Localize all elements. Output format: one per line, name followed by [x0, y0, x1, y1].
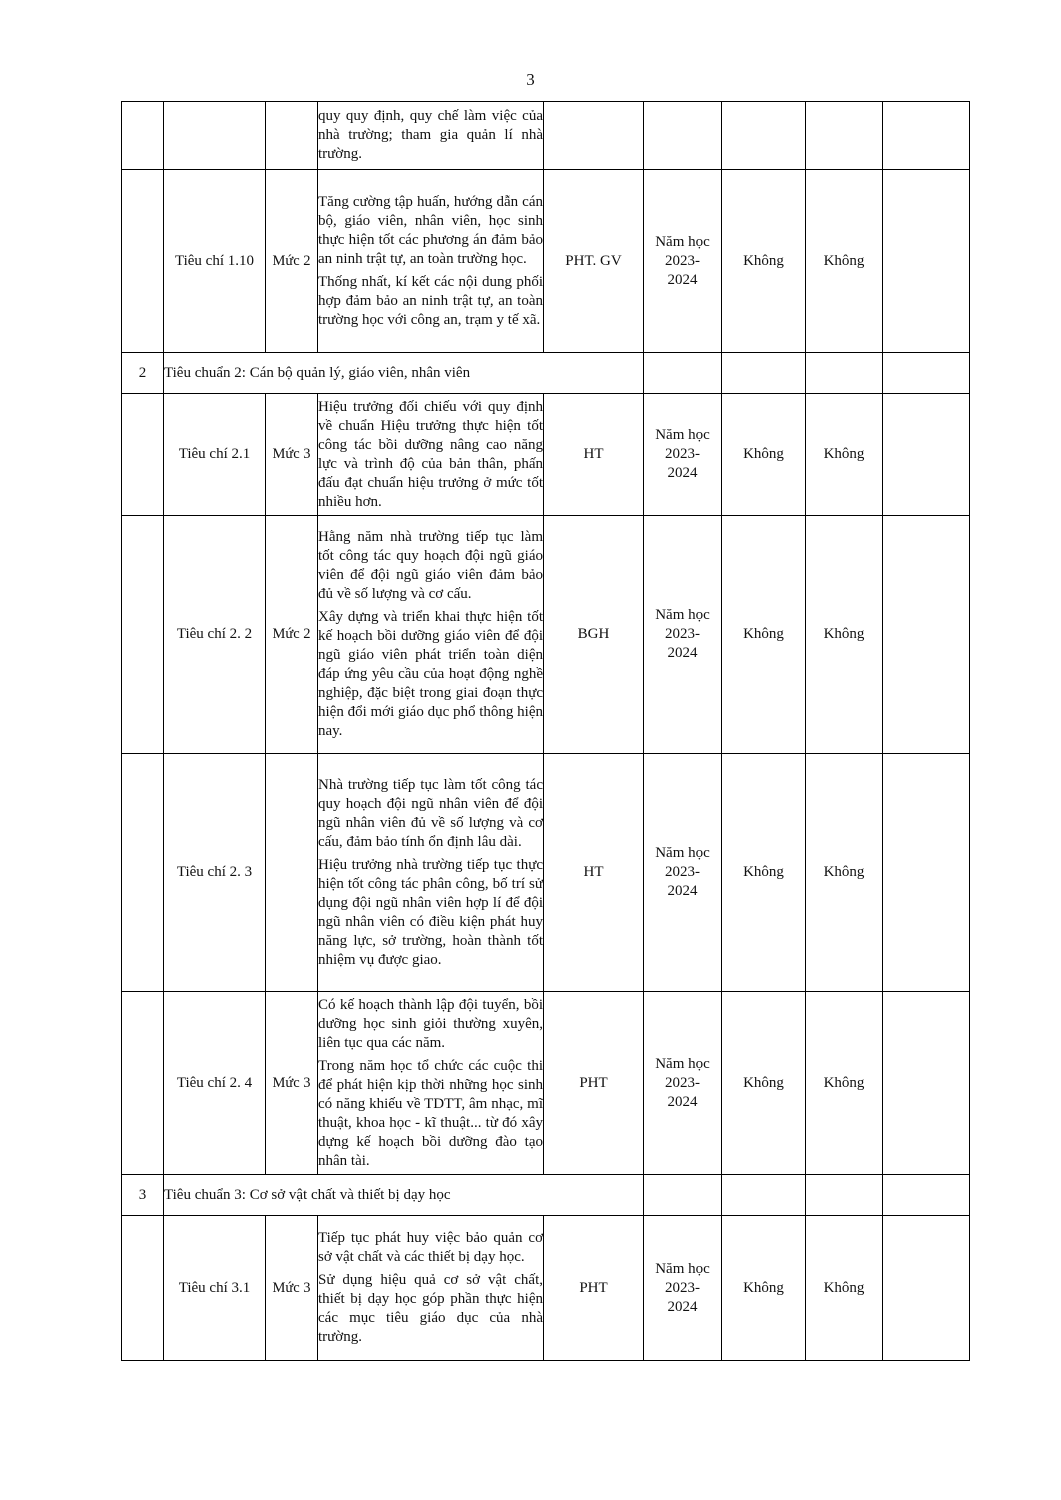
- stt-cell: [122, 992, 164, 1175]
- notes-cell: [883, 754, 970, 992]
- content-cell: [318, 102, 544, 170]
- responsible-cell: HT: [544, 754, 644, 992]
- resources-cell: Không: [722, 516, 806, 754]
- time-cell: [644, 394, 722, 516]
- stt-cell: [122, 170, 164, 353]
- content-cell: [318, 754, 544, 992]
- time-line: 2024: [667, 883, 698, 899]
- time-cell: [644, 992, 722, 1175]
- criterion-label: Tiêu chí 3.1: [164, 1216, 266, 1361]
- table-row: [122, 102, 970, 170]
- standard-index: 3: [122, 1175, 164, 1216]
- time-cell: [644, 102, 722, 170]
- level-label: Mức 2: [266, 170, 318, 353]
- content-cell: [318, 170, 544, 353]
- table-row: [122, 394, 970, 516]
- time-line: Năm học: [655, 233, 710, 250]
- level-label: Mức 2: [266, 516, 318, 754]
- time-line: 2023-: [665, 864, 700, 880]
- time-line: Năm học: [655, 845, 710, 861]
- empty-cell: [722, 1175, 806, 1216]
- time-line: 2023-: [665, 626, 700, 642]
- time-line: Năm học: [655, 1260, 710, 1277]
- content-cell: [318, 1216, 544, 1361]
- funding-cell: Không: [806, 1216, 883, 1361]
- table-row: [122, 1216, 970, 1361]
- funding-cell: Không: [806, 992, 883, 1175]
- time-line: 2023-: [665, 446, 700, 462]
- time-line: Năm học: [655, 427, 710, 443]
- notes-cell: [883, 1216, 970, 1361]
- time-line: 2024: [667, 465, 698, 481]
- time-cell: [644, 754, 722, 992]
- time-line: Năm học: [655, 607, 710, 623]
- notes-cell: [883, 992, 970, 1175]
- content-paragraph: Tiếp tục phát huy việc bảo quản cơ sở vật chất và các thiết bị dạy học.: [318, 1230, 543, 1265]
- level-label: [266, 102, 318, 170]
- notes-cell: [883, 170, 970, 353]
- table-row: [122, 170, 970, 353]
- content-paragraph: Hiệu trưởng đối chiếu với quy định về chuẩn Hiệu trưởng thực hiện tốt công tác bồi dưỡng nâng cao năng lực và trình độ của bản thân, phấn đấu đạt chuẩn hiệu trưởng ở mức tốt nhiều hơn.: [318, 398, 543, 510]
- empty-cell: [806, 353, 883, 394]
- time-line: 2024: [667, 1093, 698, 1110]
- standard-title: Tiêu chuẩn 3: Cơ sở vật chất và thiết bị dạy học: [164, 1175, 644, 1216]
- time-line: Năm học: [655, 1055, 710, 1072]
- standard-title: Tiêu chuẩn 2: Cán bộ quản lý, giáo viên, nhân viên: [164, 353, 644, 394]
- empty-cell: [644, 353, 722, 394]
- resources-cell: Không: [722, 170, 806, 353]
- resources-cell: [722, 102, 806, 170]
- stt-cell: [122, 1216, 164, 1361]
- time-line: 2023-: [665, 1279, 700, 1296]
- level-label: Mức 3: [266, 394, 318, 516]
- criterion-label: Tiêu chí 2.1: [164, 394, 266, 516]
- criterion-label: Tiêu chí 2. 4: [164, 992, 266, 1175]
- content-paragraph: Xây dựng và triển khai thực hiện tốt kế hoạch bồi dưỡng giáo viên để đội ngũ giáo viên phát triển toàn diện đáp ứng yêu cầu của hoạt động nghề nghiệp, đặc biệt trong giai đoạn thực hiện đổi mới giáo dục phổ thông hiện nay.: [318, 609, 543, 739]
- level-label: Mức 3: [266, 1216, 318, 1361]
- content-paragraph: Hiệu trưởng nhà trường tiếp tục thực hiện tốt công tác phân công, bố trí sử dụng đội ngũ nhân viên hợp lí để đội ngũ nhân viên có điều kiện phát huy năng lực, sở trường, hoàn thành tốt nhiệm vụ được giao.: [318, 856, 543, 968]
- time-cell: [644, 170, 722, 353]
- responsible-cell: PHT: [544, 1216, 644, 1361]
- content-paragraph: Hằng năm nhà trường tiếp tục làm tốt công tác quy hoạch đội ngũ giáo viên để đội ngũ giáo viên đảm bảo đủ về số lượng và cơ cấu.: [318, 529, 543, 602]
- criterion-label: Tiêu chí 2. 2: [164, 516, 266, 754]
- resources-cell: Không: [722, 1216, 806, 1361]
- content-paragraph: Tăng cường tập huấn, hướng dẫn cán bộ, giáo viên, nhân viên, học sinh thực hiện tốt các phương án đảm bảo an ninh trật tự, an toàn trường học.: [318, 193, 543, 267]
- standard-row: [122, 353, 970, 394]
- resources-cell: Không: [722, 754, 806, 992]
- table-row: [122, 992, 970, 1175]
- time-line: 2023-: [665, 252, 700, 269]
- funding-cell: Không: [806, 754, 883, 992]
- responsible-cell: PHT: [544, 992, 644, 1175]
- criterion-label: [164, 102, 266, 170]
- content-paragraph: Nhà trường tiếp tục làm tốt công tác quy hoạch đội ngũ nhân viên để đội ngũ nhân viên đủ về số lượng và cơ cấu, đảm bảo tính ổn định lâu dài.: [318, 776, 543, 850]
- standard-row: [122, 1175, 970, 1216]
- responsible-cell: PHT. GV: [544, 170, 644, 353]
- time-line: 2024: [667, 271, 698, 288]
- stt-cell: [122, 516, 164, 754]
- resources-cell: Không: [722, 992, 806, 1175]
- time-cell: [644, 1216, 722, 1361]
- table-row: [122, 754, 970, 992]
- responsible-cell: [544, 102, 644, 170]
- time-line: 2024: [667, 645, 698, 661]
- notes-cell: [883, 516, 970, 754]
- empty-cell: [806, 1175, 883, 1216]
- content-paragraph: Sử dụng hiệu quả cơ sở vật chất, thiết bị dạy học góp phần thực hiện các mục tiêu giáo dục của nhà trường.: [318, 1272, 543, 1345]
- stt-cell: [122, 754, 164, 992]
- level-label: [266, 754, 318, 992]
- funding-cell: [806, 102, 883, 170]
- responsible-cell: BGH: [544, 516, 644, 754]
- time-line: 2024: [667, 1298, 698, 1315]
- stt-cell: [122, 102, 164, 170]
- content-paragraph: quy quy định, quy chế làm việc của nhà trường; tham gia quản lí nhà trường.: [318, 108, 543, 162]
- notes-cell: [883, 394, 970, 516]
- content-paragraph: Thống nhất, kí kết các nội dung phối hợp đảm bảo an ninh trật tự, an toàn trường học với công an, trạm y tế xã.: [318, 273, 543, 328]
- level-label: Mức 3: [266, 992, 318, 1175]
- funding-cell: Không: [806, 516, 883, 754]
- content-cell: [318, 516, 544, 754]
- empty-cell: [883, 1175, 970, 1216]
- empty-cell: [883, 353, 970, 394]
- funding-cell: Không: [806, 394, 883, 516]
- empty-cell: [722, 353, 806, 394]
- page-number: 3: [526, 70, 535, 89]
- funding-cell: Không: [806, 170, 883, 353]
- notes-cell: [883, 102, 970, 170]
- empty-cell: [644, 1175, 722, 1216]
- standard-index: 2: [122, 353, 164, 394]
- table-row: [122, 516, 970, 754]
- content-paragraph: Có kế hoạch thành lập đội tuyển, bồi dưỡng học sinh giỏi thường xuyên, liên tục qua các năm.: [318, 996, 543, 1051]
- content-cell: [318, 992, 544, 1175]
- table-body: [122, 102, 970, 1361]
- criterion-label: Tiêu chí 2. 3: [164, 754, 266, 992]
- time-cell: [644, 516, 722, 754]
- content-paragraph: Trong năm học tổ chức các cuộc thi để phát hiện kịp thời những học sinh có năng khiếu về TDTT, âm nhạc, mĩ thuật, khoa học - kĩ thuật... từ đó xây dựng kế hoạch bồi dưỡng đào tạo nhân tài.: [318, 1057, 543, 1169]
- stt-cell: [122, 394, 164, 516]
- criterion-label: Tiêu chí 1.10: [164, 170, 266, 353]
- resources-cell: Không: [722, 394, 806, 516]
- responsible-cell: HT: [544, 394, 644, 516]
- improvement-plan-table: [121, 101, 970, 1361]
- content-cell: [318, 394, 544, 516]
- time-line: 2023-: [665, 1074, 700, 1091]
